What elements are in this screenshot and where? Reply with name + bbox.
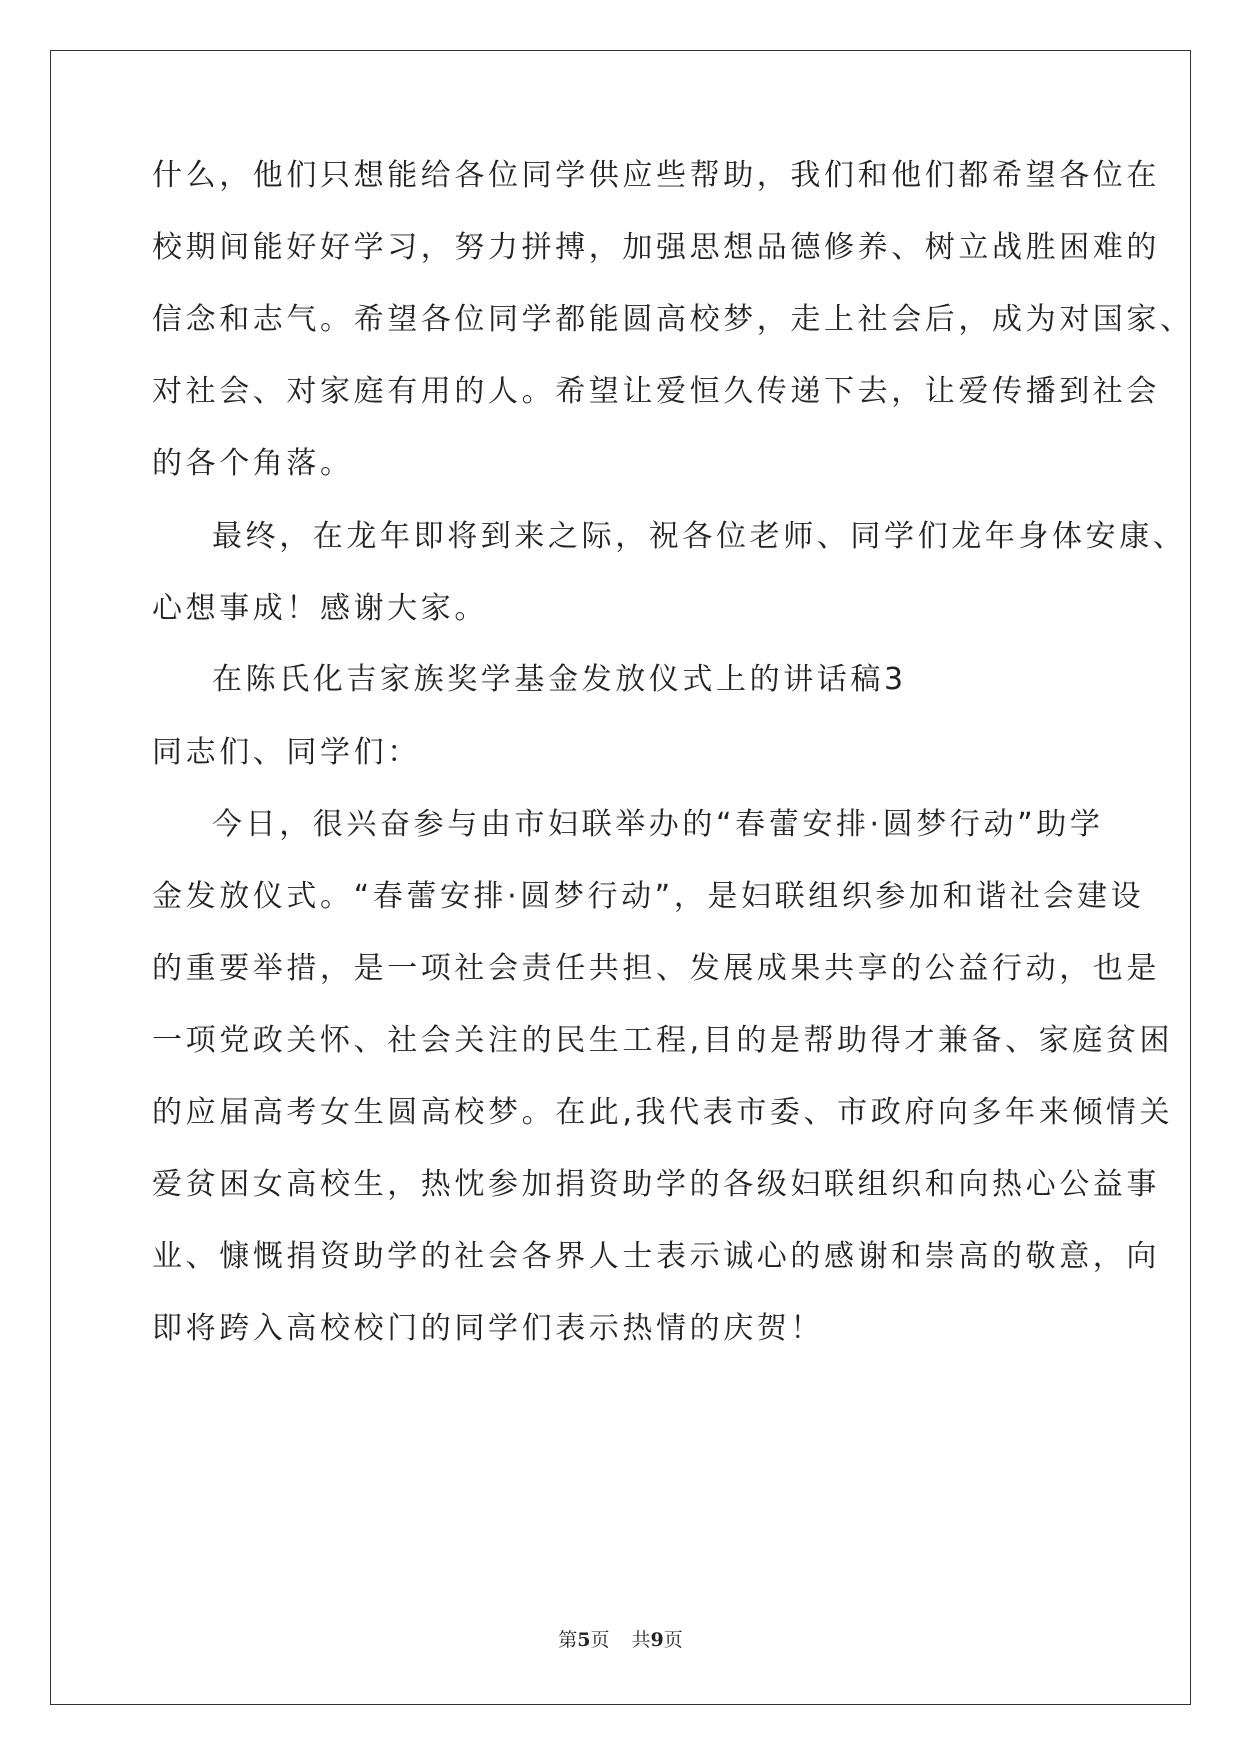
page-suffix: 页 <box>590 1629 610 1651</box>
body-line-15: 爱贫困女高校生，热忱参加捐资助学的各级妇联组织和向热心公益事 <box>152 1167 1160 1202</box>
body-line-1: 什么，他们只想能给各位同学供应些帮助，我们和他们都希望各位在 <box>152 158 1160 193</box>
total-prefix: 共 <box>631 1629 651 1651</box>
body-line-3: 信念和志气。希望各位同学都能圆高校梦，走上社会后，成为对国家、 <box>152 302 1194 337</box>
page-number: 5 <box>577 1629 591 1651</box>
body-line-6: 最终，在龙年即将到来之际，祝各位老师、同学们龙年身体安康、 <box>212 519 1187 554</box>
page-footer <box>0 1628 1241 1652</box>
page-prefix: 第 <box>558 1629 578 1651</box>
body-line-11: 金发放仪式。“春蕾安排·圆梦行动”，是妇联组织参加和谐社会建设 <box>152 879 1145 914</box>
total-pages: 9 <box>650 1629 664 1651</box>
body-line-17: 即将跨入高校校门的同学们表示热情的庆贺！ <box>152 1311 824 1346</box>
salutation: 同志们、同学们： <box>152 735 421 770</box>
body-line-4: 对社会、对家庭有用的人。希望让爱恒久传递下去，让爱传播到社会 <box>152 374 1160 409</box>
total-suffix: 页 <box>663 1629 683 1651</box>
body-line-14: 的应届高考女生圆高校梦。在此,我代表市委、市政府向多年来倾情关 <box>152 1095 1174 1130</box>
section-title: 在陈氏化吉家族奖学基金发放仪式上的讲话稿3 <box>212 662 907 697</box>
body-line-2: 校期间能好好学习，努力拼搏，加强思想品德修养、树立战胜困难的 <box>152 230 1160 265</box>
body-line-16: 业、慷慨捐资助学的社会各界人士表示诚心的感谢和崇高的敬意，向 <box>152 1239 1160 1274</box>
body-line-7: 心想事成！感谢大家。 <box>152 591 488 626</box>
body-line-10: 今日，很兴奋参与由市妇联举办的“春蕾安排·圆梦行动”助学 <box>212 807 1104 842</box>
body-line-13: 一项党政关怀、社会关注的民生工程,目的是帮助得才兼备、家庭贫困 <box>152 1023 1174 1058</box>
body-line-5: 的各个角落。 <box>152 446 354 481</box>
body-line-12: 的重要举措，是一项社会责任共担、发展成果共享的公益行动，也是 <box>152 951 1160 986</box>
